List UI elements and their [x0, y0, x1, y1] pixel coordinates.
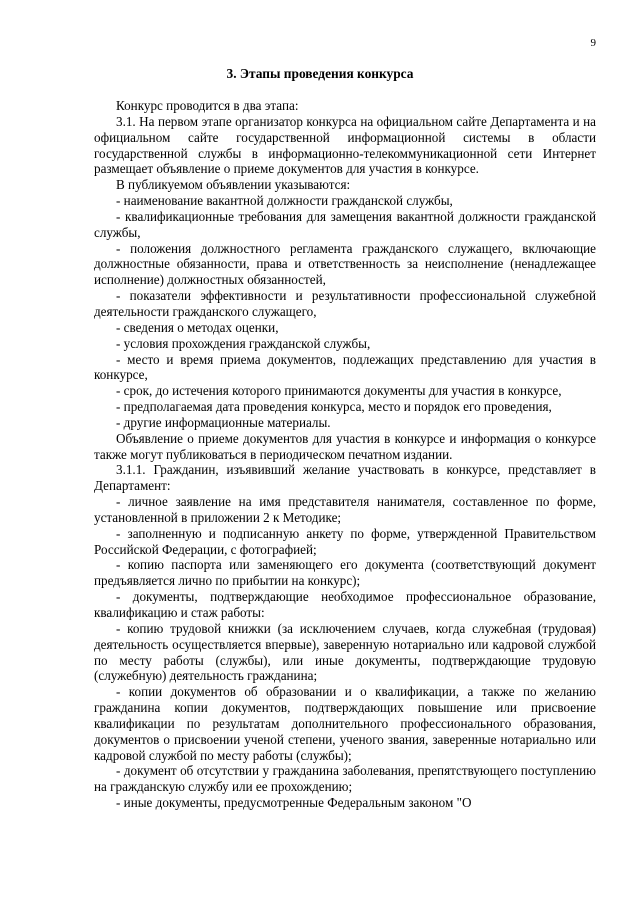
list-item: - предполагаемая дата проведения конкурса, место и порядок его проведения, — [116, 399, 552, 415]
list-item: - показатели эффективности и результативности профессиональной служебной деятельности гражданского служащего, — [94, 288, 596, 319]
paragraph: В публикуемом объявлении указываются: — [116, 177, 351, 193]
page-number: 9 — [590, 37, 596, 49]
paragraph: Конкурс проводится в два этапа: — [116, 98, 299, 113]
list-item: - условия прохождения гражданской службы, — [116, 335, 371, 351]
paragraph: 3.1. На первом этапе организатор конкурса на официальном сайте Департамента и на официальном сайте государственной информационной системы в области государственной службы в информационно-телекоммуникационной сети Интернет размещает объявление о приеме документов для участия в конкурсе. — [94, 113, 596, 177]
list-item: - личное заявление на имя представителя нанимателя, составленное по форме, установленной в приложении 2 к Методике; — [94, 494, 596, 525]
list-item: - квалификационные требования для замещения вакантной должности гражданской службы, — [94, 208, 596, 240]
list-item: - копию трудовой книжки (за исключением случаев, когда служебная (трудовая) деятельность осуществляется впервые), заверенную нотариально или кадровой службой по месту работы (службы), или иные документы, подтверждающие трудовую (служебную) деятельность гражданина; — [94, 620, 596, 684]
list-item: - сведения о методах оценки, — [116, 319, 279, 335]
list-item: - заполненную и подписанную анкету по форме, утвержденной Правительством Российской Федерации, с фотографией; — [94, 525, 596, 557]
list-item: - документы, подтверждающие необходимое профессиональное образование, квалификацию и стаж работы: — [94, 589, 596, 620]
document-body — [94, 98, 596, 811]
list-item: - копию паспорта или заменяющего его документа (соответствующий документ предъявляется лично по прибытии на конкурс); — [94, 557, 596, 589]
list-item: - срок, до истечения которого принимаются документы для участия в конкурсе, — [116, 383, 562, 399]
paragraph: Объявление о приеме документов для участия в конкурсе и информация о конкурсе также могут публиковаться в периодическом печатном издании. — [94, 430, 596, 462]
paragraph: 3.1.1. Гражданин, изъявивший желание участвовать в конкурсе, представляет в Департамент: — [94, 462, 596, 494]
list-item: - другие информационные материалы. — [116, 414, 331, 430]
list-item: - копии документов об образовании и о квалификации, а также по желанию гражданина копии документов, подтверждающих повышение или присвоение квалификации по результатам дополнительного профессионального образования, документов о присвоении ученой степени, ученого звания, заверенные нотариально или кадровой службой по месту работы (службы); — [94, 684, 596, 763]
list-item: - наименование вакантной должности гражданской службы, — [116, 193, 453, 209]
list-item: - документ об отсутствии у гражданина заболевания, препятствующего поступлению на гражданскую службу или ее прохождению; — [94, 763, 596, 795]
list-item: - место и время приема документов, подлежащих представлению для участия в конкурсе, — [94, 351, 596, 383]
section-title: 3. Этапы проведения конкурса — [226, 66, 414, 81]
list-item: - иные документы, предусмотренные Федеральным законом "О — [116, 795, 472, 811]
list-item: - положения должностного регламента гражданского служащего, включающие должностные обязанности, права и ответственность за неисполнение (ненадлежащее исполнение) должностных обязанностей, — [94, 240, 596, 288]
